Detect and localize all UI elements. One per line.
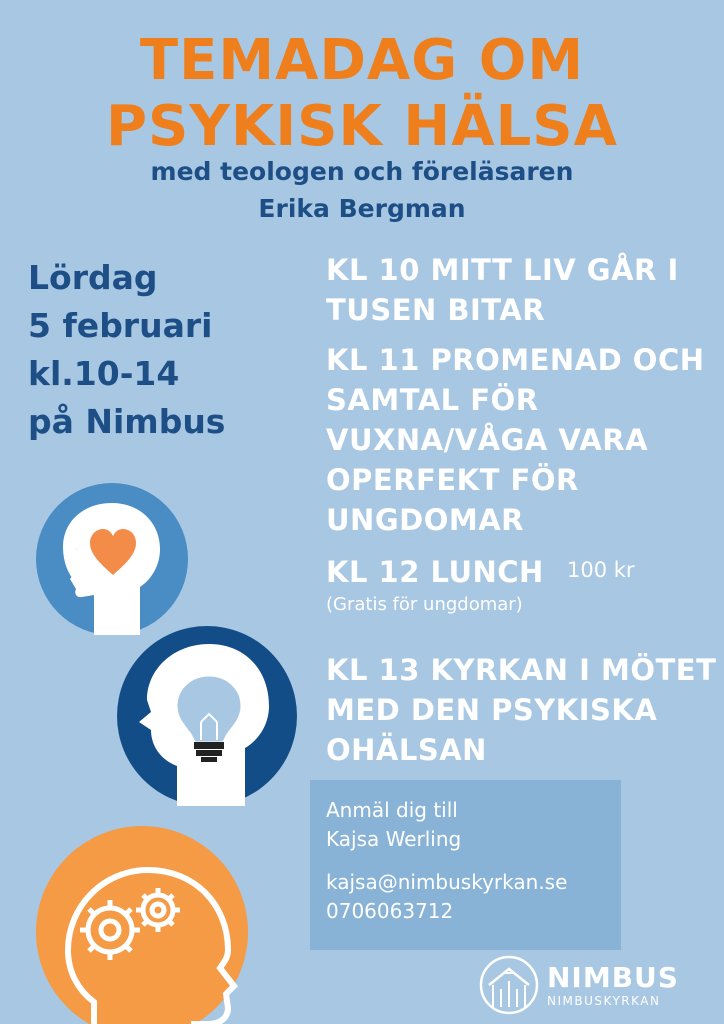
heart-head-icon — [36, 483, 188, 635]
program-line: KL 12 LUNCH — [326, 555, 544, 589]
nimbus-logo — [477, 955, 707, 1015]
contact-name: Kajsa Werling — [326, 827, 462, 851]
program-line: SAMTAL FÖR — [326, 383, 539, 417]
contact-intro — [326, 796, 461, 854]
title-line-1: TEMADAG OM — [139, 28, 585, 93]
event-day: Lördag — [28, 258, 158, 297]
program-line: VUXNA/VÅGA VARA — [326, 423, 649, 457]
program-line: OHÄLSAN — [326, 733, 487, 767]
contact-line-1: Anmäl dig till — [326, 798, 458, 822]
program-item-13 — [326, 650, 718, 770]
subtitle-line-1: med teologen och föreläsaren — [150, 157, 574, 186]
lunch-price: 100 kr — [567, 558, 635, 582]
contact-email[interactable]: kajsa@nimbuskyrkan.se — [326, 870, 568, 894]
speaker-name: Erika Bergman — [258, 194, 466, 223]
program-line: KL 13 KYRKAN I MÖTET — [326, 653, 717, 687]
program-item-10 — [326, 250, 718, 330]
program-line: OPERFEKT FÖR — [326, 463, 579, 497]
contact-phone[interactable]: 0706063712 — [326, 899, 454, 923]
lunch-note: (Gratis för ungdomar) — [326, 594, 523, 615]
contact-details — [326, 868, 567, 926]
event-date: 5 februari — [28, 306, 213, 345]
program-line: UNGDOMAR — [326, 503, 524, 537]
gears-head-icon — [22, 812, 262, 1024]
contact-box — [310, 780, 621, 950]
event-time: kl.10-14 — [28, 354, 180, 393]
program-line: KL 11 PROMENAD OCH — [326, 343, 705, 377]
nimbus-church-logo-icon — [477, 955, 541, 1015]
event-place: på Nimbus — [28, 402, 226, 441]
program-line: TUSEN BITAR — [326, 293, 546, 327]
logo-name: NIMBUS — [547, 961, 679, 994]
lightbulb-head-icon — [117, 626, 297, 806]
program-line: MED DEN PSYKISKA — [326, 693, 658, 727]
program-line: KL 10 MITT LIV GÅR I — [326, 253, 679, 287]
event-details — [28, 254, 225, 446]
program-item-12 — [326, 552, 718, 592]
title-line-2: PSYKISK HÄLSA — [106, 94, 618, 159]
program-item-11 — [326, 340, 718, 540]
logo-subtitle: NIMBUSKYRKAN — [547, 994, 661, 1008]
